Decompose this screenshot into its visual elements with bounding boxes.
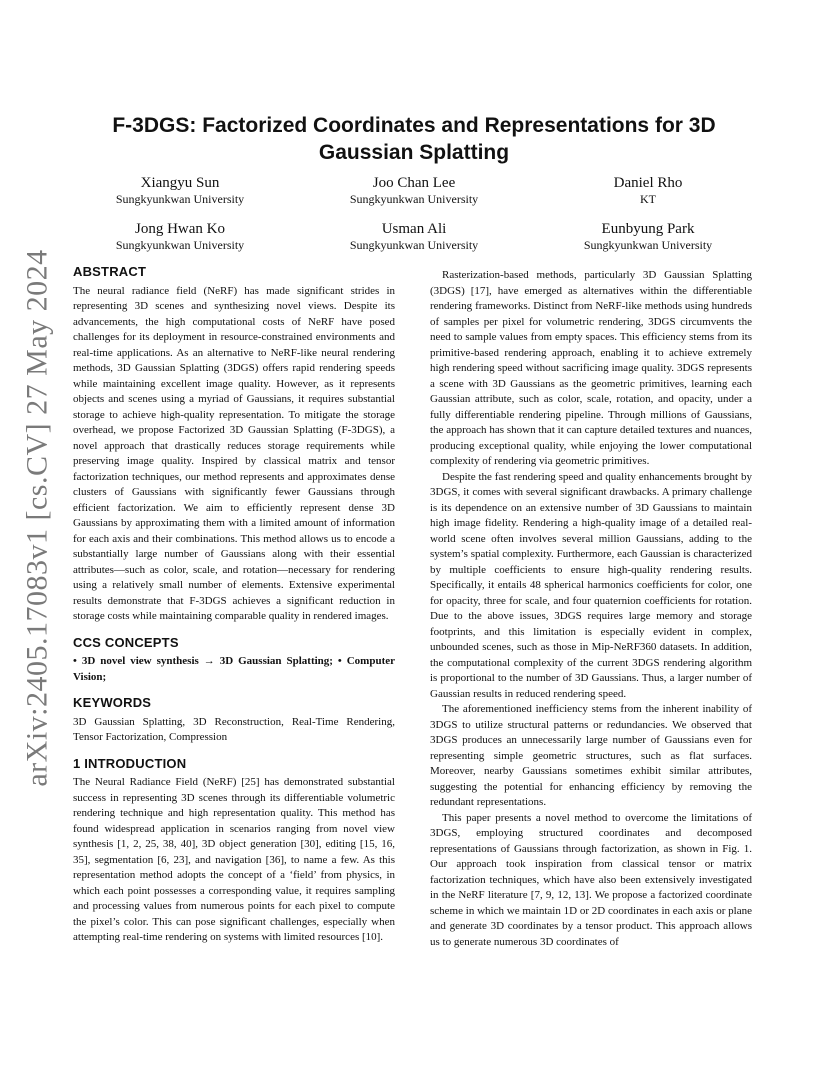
author-name: Daniel Rho: [613, 175, 683, 191]
arxiv-identifier: [18, 249, 58, 787]
intro-paragraph: This paper presents a novel method to overcome the limitations of 3DGS, employing structured coordinates and decomposed representations of Gaussians through factorization, as shown in Fig. 1. Our approach took inspiration from classical tensor or matrix factorization techniques, which have also been extensively investigated in the NeRF literature [7, 9, 12, 13]. We propose a factorized coordinate scheme in which we maintain 1D or 2D coordinates in each axis or plane and generate 3D coordinates by a tensor product. This approach allows us to generate numerous 3D coordinates of: [430, 811, 752, 948]
author-name: Eunbyung Park: [601, 221, 695, 237]
left-column: [73, 264, 395, 946]
author: [80, 174, 280, 207]
abstract-heading: ABSTRACT: [73, 264, 147, 279]
author-affiliation: KT: [640, 192, 656, 206]
ccs-text: • 3D novel view synthesis → 3D Gaussian Splatting; • Computer Vision;: [73, 655, 395, 683]
author: [314, 174, 514, 207]
author: [314, 220, 514, 253]
ccs-heading: CCS CONCEPTS: [73, 634, 179, 650]
author-name: Xiangyu Sun: [140, 175, 220, 191]
author-block: [80, 174, 748, 266]
intro-paragraph: Rasterization-based methods, particularly 3D Gaussian Splatting (3DGS) [17], have emerged as alternatives within the differentiable rendering frameworks. Distinct from NeRF-like methods using hundreds of samples per pixel for volumetric rendering, 3DGS circumvents the need to sample values from empty spaces. This efficiency stems from its primitive-based rendering approach, enabling it to achieve extremely high rendering speed without sacrificing image quality. 3DGS represents a scene with 3D Gaussians as the geometric primitives, learning each Gaussian attribute, such as color, scale, rotation, and opacity, under a fully differentiable rendering pipeline. Through millions of Gaussians, the approach has shown that it can capture detailed textures and nuances, producing exceptional quality, while enjoying the lower computational complexity of rendering via geometric primitives.: [430, 269, 752, 467]
author-name: Joo Chan Lee: [372, 175, 456, 191]
abstract-text: The neural radiance field (NeRF) has made significant strides in representing 3D scenes and synthesizing novel views. Despite its advancements, the high computational costs of NeRF have posed challenges for its deployment in resource-constrained environments and real-time applications. As an alternative to NeRF-like neural rendering methods, 3D Gaussian Splatting (3DGS) offers rapid rendering speeds while maintaining excellent image quality. However, as it represents objects and scenes using a myriad of Gaussians, it requires substantial storage to achieve high-quality representation. To mitigate the storage overhead, we propose Factorized 3D Gaussian Splatting (F-3DGS), a novel approach that drastically reduces storage requirements while preserving image quality. Inspired by classical matrix and tensor factorization techniques, our method represents and approximates dense clusters of Gaussians with significantly fewer Gaussians through efficient factorization. We aim to efficiently represent dense 3D Gaussians by approximating them with a limited amount of information for each axis and their combinations. This method allows us to encode a substantially large number of Gaussians along with their essential attributes—such as color, scale, and rotation—necessary for rendering using a relatively small number of elements. Extensive experimental results demonstrate that F-3DGS achieves a significant reduction in storage costs while maintaining comparable quality in rendered images.: [73, 284, 395, 622]
right-column: [430, 268, 752, 950]
author: [548, 174, 748, 207]
author-name: Usman Ali: [381, 221, 447, 237]
author-affiliation: Sungkyunkwan University: [349, 238, 479, 252]
keywords-text: 3D Gaussian Splatting, 3D Reconstruction, Real-Time Rendering, Tensor Factorization, Compression: [73, 715, 395, 743]
intro-paragraph: The Neural Radiance Field (NeRF) [25] has demonstrated substantial success in representing 3D scenes through its differentiable volumetric rendering technique and high representation quality. This method has found widespread application in scenarios ranging from novel view synthesis [1, 2, 25, 38, 40], 3D object generation [30], editing [15, 16, 35], segmentation [6, 23], and navigation [36], to name a few. As this representation method adopts the concept of a ‘field’ from physics, in which each point possesses a corresponding value, it requires sampling and processing values from numerous points for each pixel to compute the pixel’s color. This can pose significant challenges, especially when attempting real-time rendering on systems with limited resources [10].: [73, 776, 395, 943]
paper-title: F-3DGS: Factorized Coordinates and Representations for 3D Gaussian Splatting: [112, 114, 716, 164]
author-affiliation: Sungkyunkwan University: [115, 238, 245, 252]
keywords-heading: KEYWORDS: [73, 695, 152, 710]
author-affiliation: Sungkyunkwan University: [583, 238, 713, 252]
arxiv-identifier-text: arXiv:2405.17083v1 [cs.CV] 27 May 2024: [21, 249, 54, 787]
author-row: [80, 220, 748, 253]
introduction-heading: 1 INTRODUCTION: [73, 755, 187, 771]
intro-paragraph: The aforementioned inefficiency stems from the inherent inability of 3DGS to utilize structural patterns or redundancies. We observed that 3DGS produces an unnecessarily large number of Gaussians even for representing simple geometric structures, such as flat surfaces. Moreover, nearby Gaussians sometimes exhibit similar attributes, suggesting the potential for enhancing efficiency by removing the redundant representations.: [430, 703, 752, 808]
author-name: Jong Hwan Ko: [135, 221, 225, 237]
author: [548, 220, 748, 253]
author: [80, 220, 280, 253]
author-affiliation: Sungkyunkwan University: [349, 192, 479, 206]
author-affiliation: Sungkyunkwan University: [115, 192, 245, 206]
author-row: [80, 174, 748, 207]
intro-paragraph: Despite the fast rendering speed and quality enhancements brought by 3DGS, it comes with several significant drawbacks. A primary challenge is its dependence on an extensive number of 3D Gaussians to maintain high image fidelity. Rendering a high-quality image of a detailed real-world scene often involves several million Gaussians, adding to the system’s spatial complexity. Furthermore, each Gaussian is characterized by multiple coefficients to ensure high-quality rendering results. Specifically, it entails 48 spherical harmonics coefficients for color, one for opacity, three for scale, and four quaternion coefficients for rotation. Due to the above issues, 3DGS requires large memory and storage footprints, and this limitation is especially evident in complex, unbounded scenes, such as those in Mip-NeRF360 datasets. In addition, the computational complexity of the current 3DGS rendering algorithm is proportional to the number of 3D Gaussians. Thus, a larger number of Gaussian results in reduced rendering speed.: [430, 470, 752, 700]
